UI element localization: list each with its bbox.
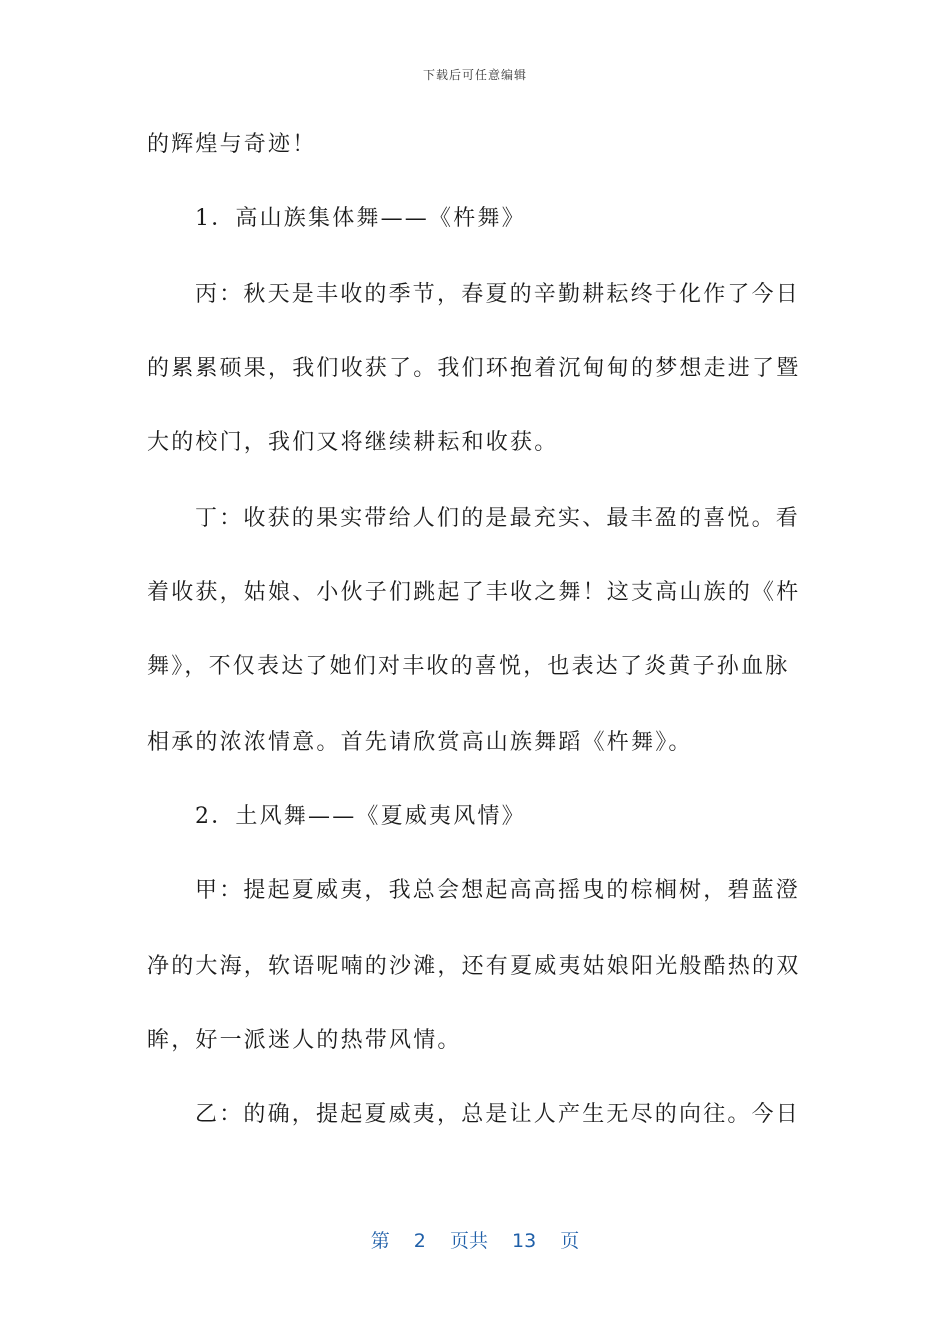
footer-suffix: 页 — [560, 1230, 580, 1252]
body-line-5: 大的校门，我们又将继续耕耘和收获。 — [147, 430, 559, 455]
body-line-3: 丙：秋天是丰收的季节，春夏的辛勤耕耘终于化作了今日 — [195, 282, 801, 307]
body-line-12: 净的大海，软语呢喃的沙滩，还有夏威夷姑娘阳光般酷热的双 — [147, 954, 801, 979]
body-line-8: 舞》，不仅表达了她们对丰收的喜悦，也表达了炎黄子孙血脉 — [147, 654, 790, 679]
footer-middle: 页共 — [449, 1230, 488, 1252]
body-line-4: 的累累硕果，我们收获了。我们环抱着沉甸甸的梦想走进了暨 — [147, 356, 801, 381]
footer-total-pages: 13 — [512, 1230, 537, 1252]
body-line-13: 眸，好一派迷人的热带风情。 — [147, 1028, 462, 1053]
body-line-1: 的辉煌与奇迹！ — [147, 132, 317, 157]
page-footer — [0, 1226, 950, 1253]
body-line-9: 相承的浓浓情意。首先请欣赏高山族舞蹈《杵舞》。 — [147, 730, 693, 755]
section-heading-1: 1．高山族集体舞——《杵舞》 — [195, 206, 526, 231]
section-heading-2: 2．土风舞——《夏威夷风情》 — [195, 804, 526, 829]
footer-prefix: 第 — [370, 1230, 390, 1252]
footer-page-number: 2 — [413, 1230, 426, 1252]
body-line-7: 着收获，姑娘、小伙子们跳起了丰收之舞！这支高山族的《杵 — [147, 580, 801, 605]
body-line-6: 丁：收获的果实带给人们的是最充实、最丰盈的喜悦。看 — [195, 506, 801, 531]
body-line-11: 甲：提起夏威夷，我总会想起高高摇曳的棕榈树，碧蓝澄 — [195, 878, 801, 903]
page-header: 下载后可任意编辑 — [422, 68, 527, 82]
body-line-14: 乙：的确，提起夏威夷，总是让人产生无尽的向往。今日 — [195, 1102, 801, 1127]
